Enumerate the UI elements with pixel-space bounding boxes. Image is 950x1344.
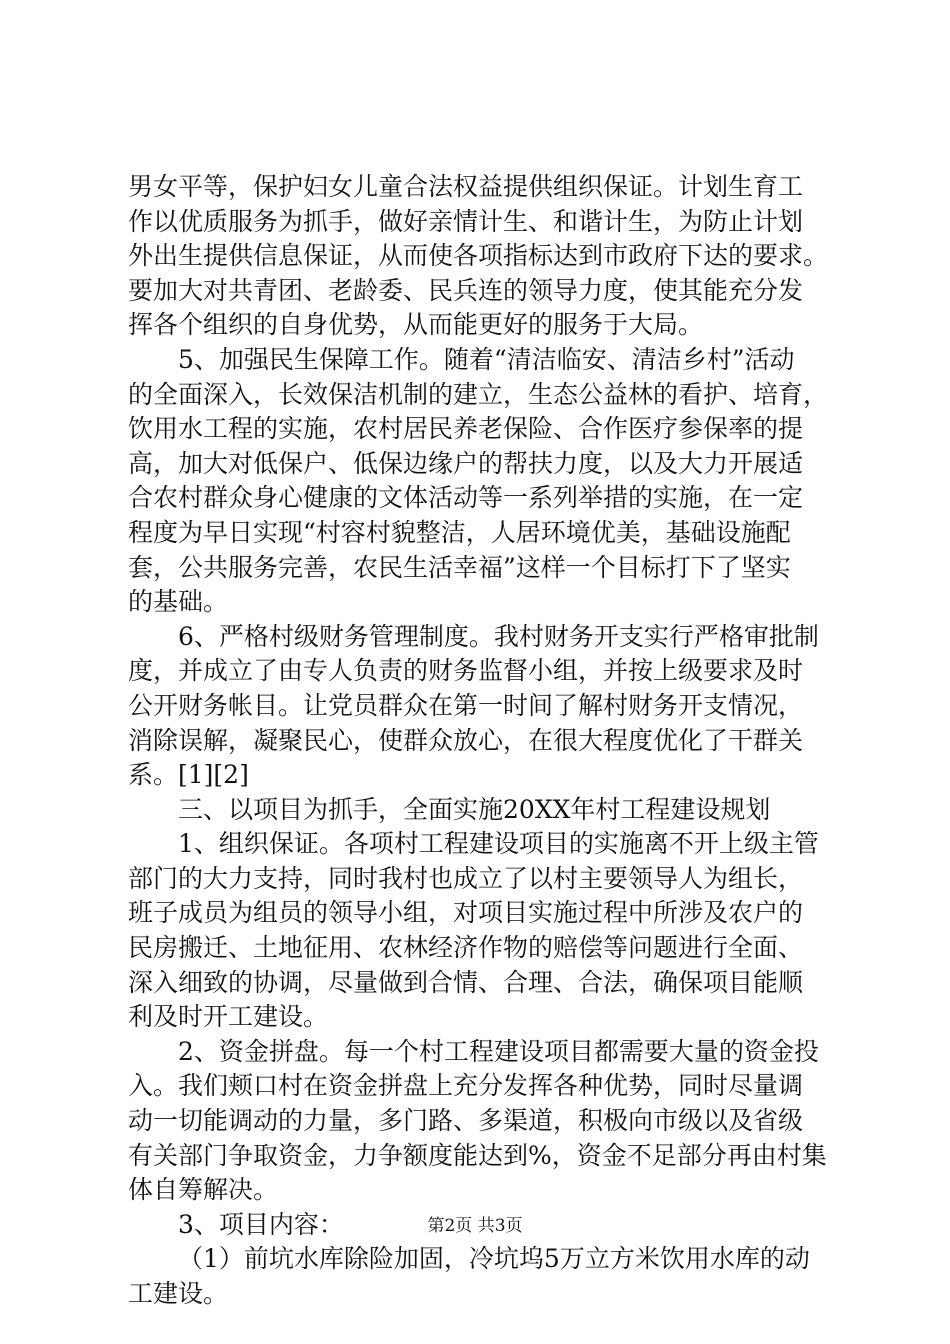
page-footer: 第2页 共3页 bbox=[427, 1216, 523, 1236]
text-line: 部门的大力支持，同时我村也成立了以村主要领导人为组长， bbox=[128, 863, 804, 893]
text-line: 深入细致的协调，尽量做到合情、合理、合法，确保项目能顺 bbox=[128, 967, 804, 997]
text-line: 有关部门争取资金，力争额度能达到%，资金不足部分再由村集 bbox=[128, 1140, 827, 1170]
text-line: 合农村群众身心健康的文体活动等一系列举措的实施，在一定 bbox=[128, 483, 804, 513]
text-line: 3、项目内容： bbox=[178, 1209, 344, 1239]
text-line: 利及时开工建设。 bbox=[128, 1002, 329, 1032]
text-line: 6、严格村级财务管理制度。我村财务开支实行严格审批制 bbox=[178, 621, 819, 651]
text-line: 入。我们颊口村在资金拼盘上充分发挥各种优势，同时尽量调 bbox=[128, 1071, 804, 1101]
text-line: 体自筹解决。 bbox=[128, 1175, 279, 1205]
text-line: （1）前坑水库除险加固，冷坑坞5万立方米饮用水库的动 bbox=[178, 1244, 810, 1274]
text-line: 程度为早日实现“村容村貌整洁，人居环境优美，基础设施配 bbox=[128, 517, 791, 547]
text-line: 套，公共服务完善，农民生活幸福”这样一个目标打下了坚实 bbox=[128, 552, 791, 582]
text-line: 消除误解，凝聚民心，使群众放心，在很大程度优化了干群关 bbox=[128, 725, 804, 755]
text-line: 的全面深入，长效保洁机制的建立，生态公益林的看护、培育， bbox=[128, 379, 829, 409]
text-line: 作以优质服务为抓手，做好亲情计生、和谐计生，为防止计划 bbox=[128, 206, 804, 236]
text-line: 要加大对共青团、老龄委、民兵连的领导力度，使其能充分发 bbox=[128, 275, 804, 305]
text-line: 工建设。 bbox=[128, 1279, 229, 1308]
text-line: 1、组织保证。各项村工程建设项目的实施离不开上级主管 bbox=[178, 829, 819, 859]
section-heading: 三、以项目为抓手，全面实施20XX年村工程建设规划 bbox=[178, 794, 771, 824]
text-line: 男女平等，保护妇女儿童合法权益提供组织保证。计划生育工 bbox=[128, 172, 804, 201]
text-line: 系。[1][2] bbox=[128, 760, 249, 790]
text-line: 2、资金拼盘。每一个村工程建设项目都需要大量的资金投 bbox=[178, 1036, 819, 1066]
text-line: 5、加强民生保障工作。随着“清洁临安、清洁乡村”活动 bbox=[178, 344, 795, 374]
text-line: 公开财务帐目。让党员群众在第一时间了解村财务开支情况， bbox=[128, 690, 804, 720]
text-line: 动一切能调动的力量，多门路、多渠道，积极向市级以及省级 bbox=[128, 1106, 804, 1136]
text-line: 外出生提供信息保证，从而使各项指标达到市政府下达的要求。 bbox=[128, 241, 829, 271]
text-line: 度，并成立了由专人负责的财务监督小组，并按上级要求及时 bbox=[128, 656, 804, 686]
text-line: 的基础。 bbox=[128, 587, 229, 617]
body-text bbox=[128, 170, 840, 1312]
text-line: 民房搬迁、土地征用、农林经济作物的赔偿等问题进行全面、 bbox=[128, 933, 804, 963]
text-line: 高，加大对低保户、低保边缘户的帮扶力度，以及大力开展适 bbox=[128, 448, 804, 478]
text-line: 挥各个组织的自身优势，从而能更好的服务于大局。 bbox=[128, 310, 704, 340]
text-line: 饮用水工程的实施，农村居民养老保险、合作医疗参保率的提 bbox=[128, 414, 804, 444]
text-line: 班子成员为组员的领导小组，对项目实施过程中所涉及农户的 bbox=[128, 898, 804, 928]
